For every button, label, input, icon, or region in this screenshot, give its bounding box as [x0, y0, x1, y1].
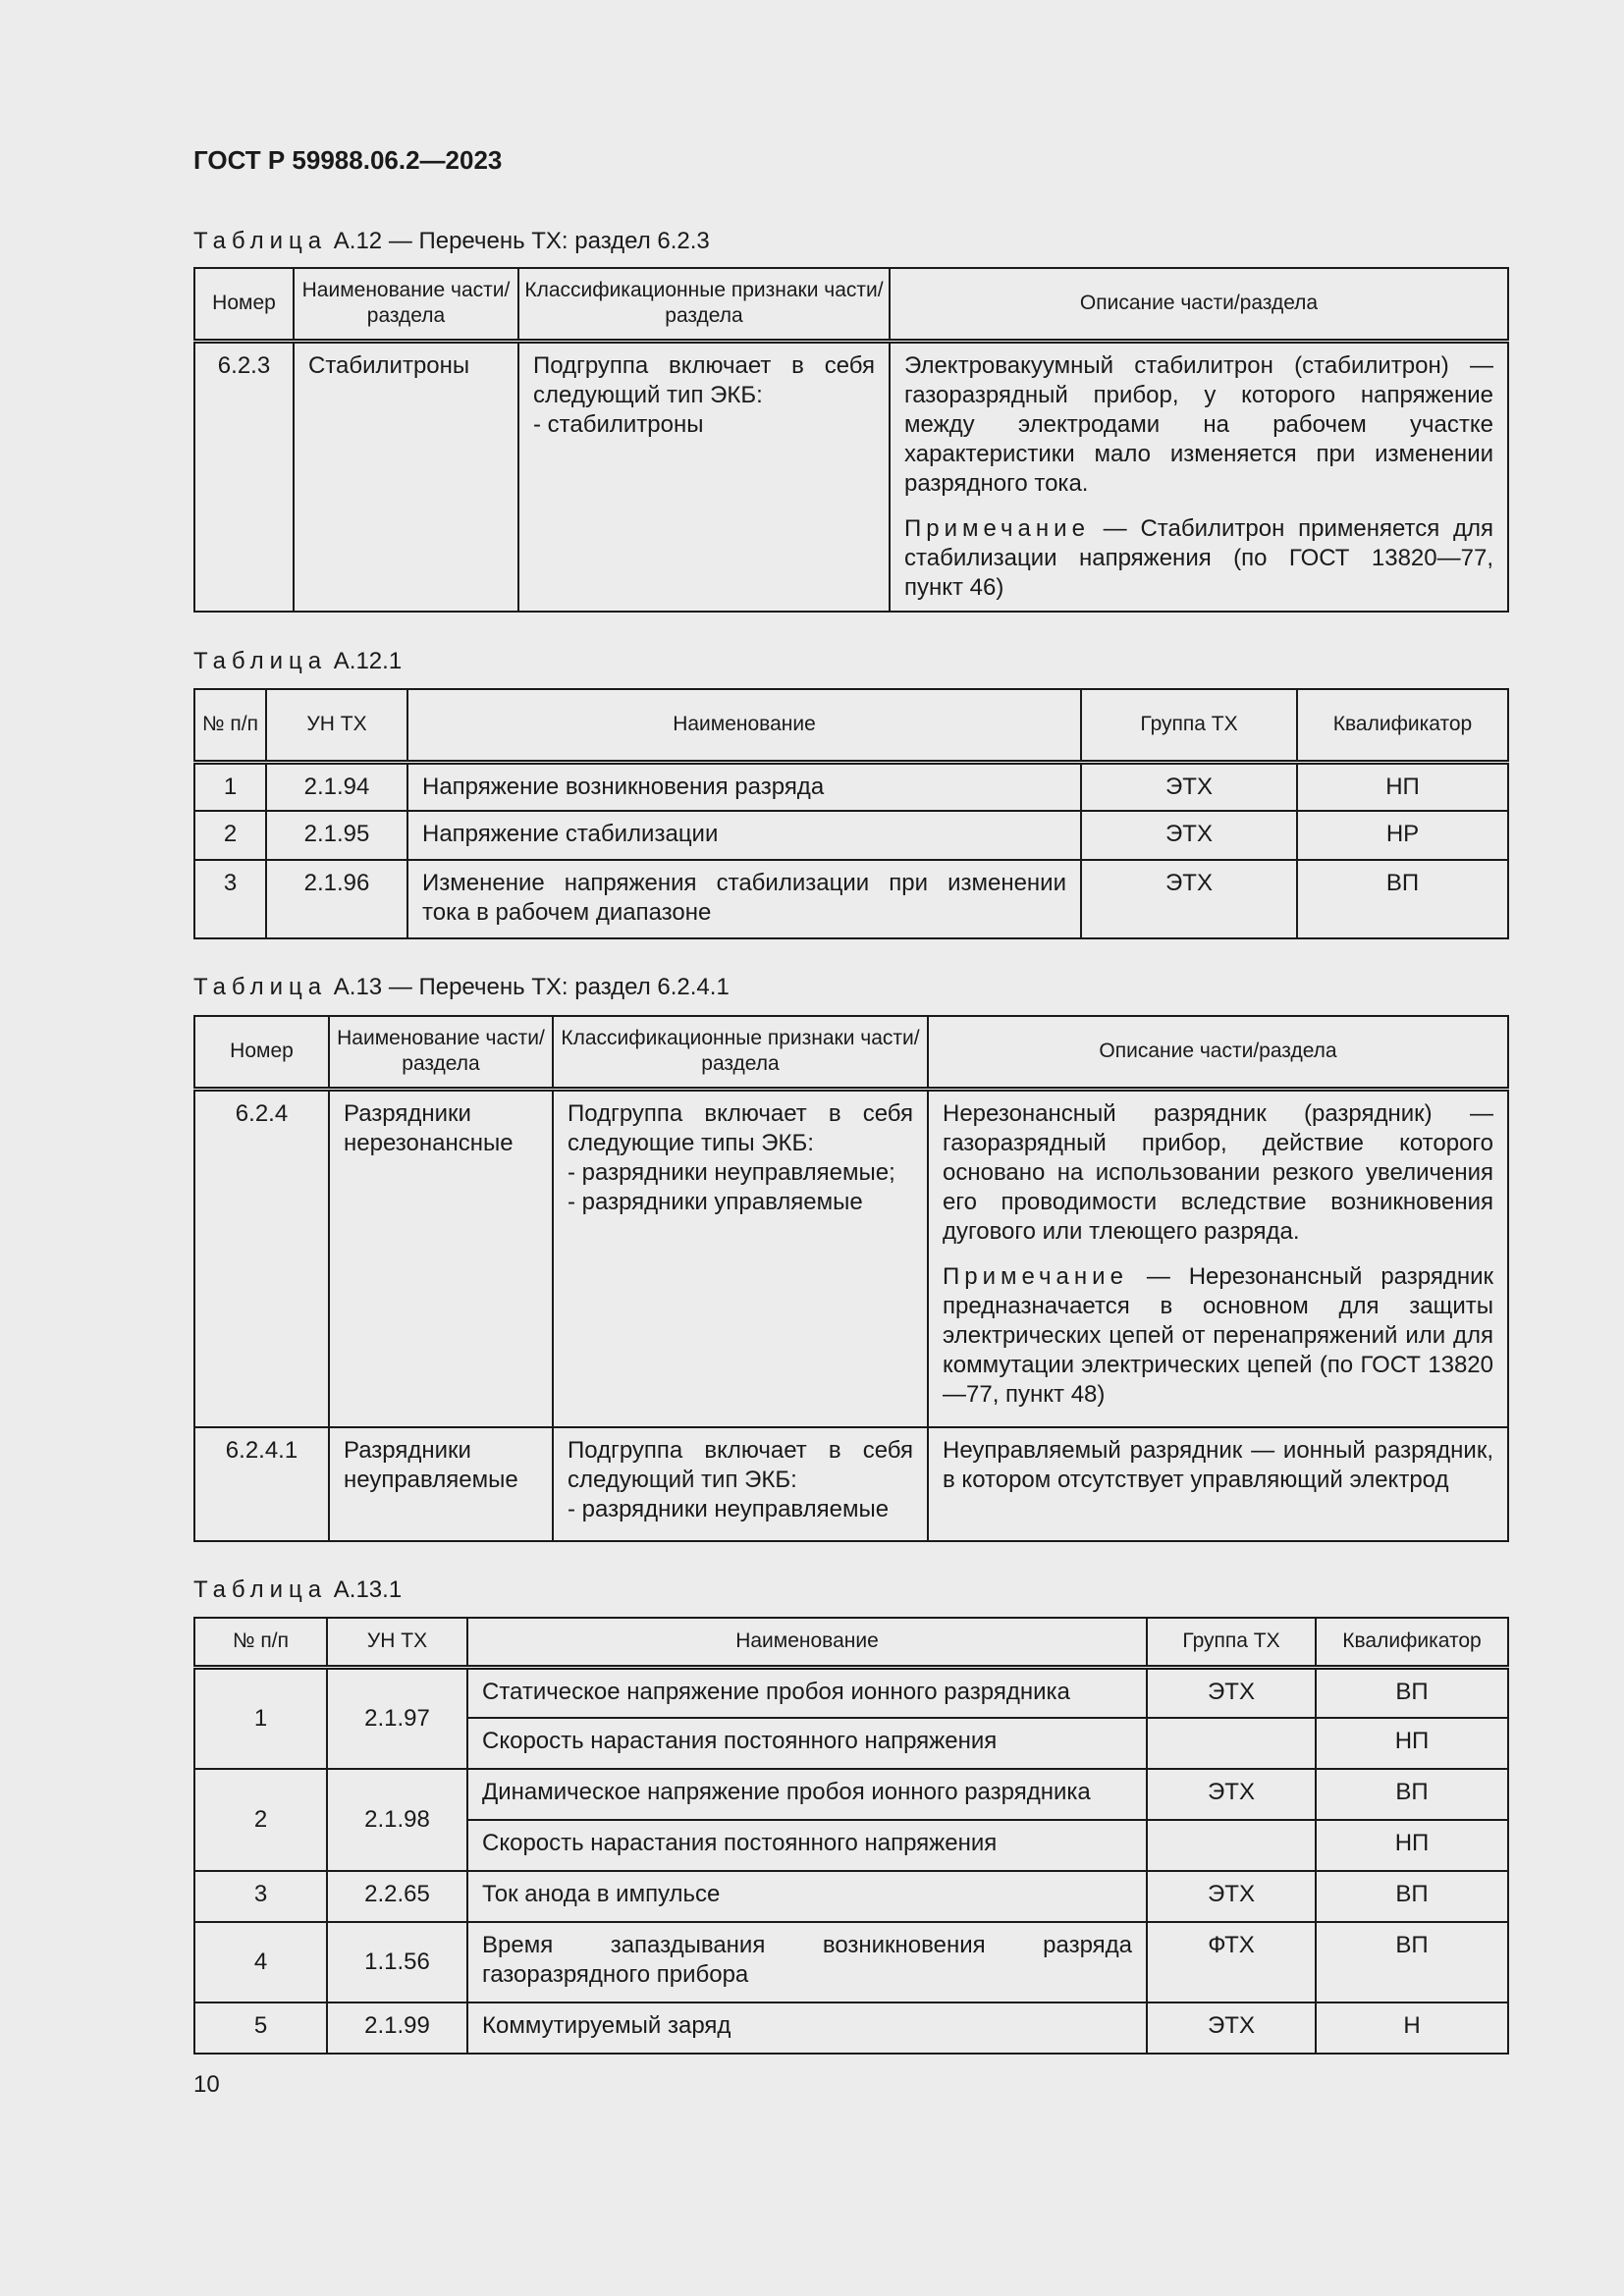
cell-index: 3 — [194, 1871, 327, 1922]
table-row — [194, 341, 1508, 612]
header-name: Наименование — [407, 689, 1081, 762]
table-row — [194, 1769, 1508, 1820]
header-name: Наименование части/раздела — [294, 268, 518, 341]
header-name: Наименование — [467, 1618, 1147, 1667]
header-number: Номер — [194, 268, 294, 341]
header-code: УН ТХ — [266, 689, 407, 762]
table-caption-a131 — [193, 1576, 402, 1604]
note-text: — Стабилитрон применяется для стабилизации напряжения (по ГОСТ 13820—77, пункт 46) — [904, 514, 1493, 601]
table-row — [194, 811, 1508, 860]
cell-group: ЭТХ — [1147, 2002, 1316, 2054]
header-qualifier: Квалификатор — [1316, 1618, 1508, 1667]
cell-code: 2.1.99 — [327, 2002, 467, 2054]
cell-qualifier: НП — [1316, 1820, 1508, 1871]
note-text: — Нерезонансный разрядник предназначается в основном для защиты электрических цепей от перенапряжений или для коммутации электрических цепей (по ГОСТ 13820—77, пункт 48) — [943, 1262, 1493, 1408]
page-number: 10 — [193, 2071, 220, 2098]
cell-index: 5 — [194, 2002, 327, 2054]
table-row — [194, 1089, 1508, 1427]
cell-name: Разрядники нерезонансные — [329, 1089, 553, 1427]
cell-name: Напряжение стабилизации — [407, 811, 1081, 860]
cell-name: Ток анода в импульсе — [467, 1871, 1147, 1922]
table-caption-a121 — [193, 648, 402, 675]
caption-text: А.12 — Перечень ТХ: раздел 6.2.3 — [327, 228, 710, 254]
header-name: Наименование части/раздела — [329, 1016, 553, 1089]
table-a121 — [193, 688, 1509, 939]
cell-name: Статическое напряжение пробоя ионного разрядника — [467, 1667, 1147, 1718]
cell-qualifier: Н — [1316, 2002, 1508, 2054]
table-a13 — [193, 1015, 1509, 1542]
header-qualifier: Квалификатор — [1297, 689, 1508, 762]
cell-code: 2.1.96 — [266, 860, 407, 938]
caption-word: Таблица — [193, 648, 328, 674]
table-row — [194, 762, 1508, 811]
cell-name: Скорость нарастания постоянного напряжения — [467, 1820, 1147, 1871]
cell-code: 2.1.95 — [266, 811, 407, 860]
caption-word: Таблица — [193, 974, 328, 1000]
table-row — [194, 1427, 1508, 1541]
header-group: Группа ТХ — [1081, 689, 1297, 762]
cell-code: 1.1.56 — [327, 1922, 467, 2002]
cell-name: Скорость нарастания постоянного напряжения — [467, 1718, 1147, 1769]
cell-features: Подгруппа включает в себя следующий тип ЭКБ: - разрядники неуправляемые — [553, 1427, 928, 1541]
cell-code: 2.1.94 — [266, 762, 407, 811]
cell-qualifier: НР — [1297, 811, 1508, 860]
cell-description: Неуправляемый разрядник — ионный разрядник, в котором отсутствует управляющий электрод — [928, 1427, 1508, 1541]
cell-code: 2.1.97 — [327, 1667, 467, 1769]
note-label: Примечание — [904, 514, 1090, 542]
cell-features: Подгруппа включает в себя следующие типы ЭКБ: - разрядники неуправляемые; - разрядники управляемые — [553, 1089, 928, 1427]
cell-qualifier: ВП — [1297, 860, 1508, 938]
table-row — [194, 2002, 1508, 2054]
caption-text: А.13 — Перечень ТХ: раздел 6.2.4.1 — [327, 974, 730, 1000]
cell-name: Коммутируемый заряд — [467, 2002, 1147, 2054]
caption-word: Таблица — [193, 1576, 328, 1603]
cell-group: ЭТХ — [1147, 1667, 1316, 1718]
header-index: № п/п — [194, 689, 266, 762]
header-index: № п/п — [194, 1618, 327, 1667]
cell-number: 6.2.4.1 — [194, 1427, 329, 1541]
cell-index: 4 — [194, 1922, 327, 2002]
cell-group: ЭТХ — [1081, 860, 1297, 938]
table-a12 — [193, 267, 1509, 613]
note-label: Примечание — [943, 1262, 1128, 1290]
cell-group — [1147, 1820, 1316, 1871]
caption-text: А.12.1 — [327, 648, 403, 674]
description-text: Электровакуумный стабилитрон (стабилитрон) — газоразрядный прибор, у которого напряжение между электродами на рабочем участке характеристики мало изменяется при изменении разрядного тока. — [904, 351, 1493, 497]
cell-number: 6.2.3 — [194, 341, 294, 612]
table-a131 — [193, 1617, 1509, 2055]
cell-code: 2.2.65 — [327, 1871, 467, 1922]
header-description: Описание части/раздела — [890, 268, 1508, 341]
cell-index: 2 — [194, 811, 266, 860]
cell-group: ФТХ — [1147, 1922, 1316, 2002]
caption-text: А.13.1 — [327, 1576, 403, 1603]
table-row — [194, 1871, 1508, 1922]
header-number: Номер — [194, 1016, 329, 1089]
cell-qualifier: НП — [1316, 1718, 1508, 1769]
cell-qualifier: ВП — [1316, 1922, 1508, 2002]
cell-name: Напряжение возникновения разряда — [407, 762, 1081, 811]
description-text: Нерезонансный разрядник (разрядник) — газоразрядный прибор, действие которого основано на использовании резкого увеличения его проводимости вследствие возникновения дугового или тлеющего разряда. — [943, 1099, 1493, 1245]
header-code: УН ТХ — [327, 1618, 467, 1667]
cell-group: ЭТХ — [1081, 762, 1297, 811]
cell-qualifier: ВП — [1316, 1667, 1508, 1718]
note — [943, 1262, 1493, 1410]
header-description: Описание части/раздела — [928, 1016, 1508, 1089]
cell-qualifier: ВП — [1316, 1769, 1508, 1820]
table-caption-a12 — [193, 228, 710, 255]
cell-qualifier: НП — [1297, 762, 1508, 811]
cell-name: Разрядники неуправляемые — [329, 1427, 553, 1541]
table-caption-a13 — [193, 974, 730, 1001]
table-row — [194, 1667, 1508, 1718]
cell-group: ЭТХ — [1081, 811, 1297, 860]
cell-group — [1147, 1718, 1316, 1769]
cell-features: Подгруппа включает в себя следующий тип ЭКБ: - стабилитроны — [518, 341, 890, 612]
cell-qualifier: ВП — [1316, 1871, 1508, 1922]
header-features: Классификационные признаки части/раздела — [518, 268, 890, 341]
cell-index: 1 — [194, 1667, 327, 1769]
header-group: Группа ТХ — [1147, 1618, 1316, 1667]
cell-index: 3 — [194, 860, 266, 938]
note — [904, 514, 1493, 603]
cell-name: Динамическое напряжение пробоя ионного разрядника — [467, 1769, 1147, 1820]
cell-name: Изменение напряжения стабилизации при изменении тока в рабочем диапазоне — [407, 860, 1081, 938]
cell-number: 6.2.4 — [194, 1089, 329, 1427]
header-features: Классификационные признаки части/раздела — [553, 1016, 928, 1089]
cell-group: ЭТХ — [1147, 1871, 1316, 1922]
caption-word: Таблица — [193, 228, 328, 254]
cell-group: ЭТХ — [1147, 1769, 1316, 1820]
cell-description — [928, 1089, 1508, 1427]
cell-code: 2.1.98 — [327, 1769, 467, 1871]
table-row — [194, 1922, 1508, 2002]
cell-name: Стабилитроны — [294, 341, 518, 612]
cell-index: 1 — [194, 762, 266, 811]
cell-name: Время запаздывания возникновения разряда газоразрядного прибора — [467, 1922, 1147, 2002]
cell-index: 2 — [194, 1769, 327, 1871]
table-row — [194, 860, 1508, 938]
cell-description — [890, 341, 1508, 612]
document-title: ГОСТ Р 59988.06.2—2023 — [193, 145, 503, 175]
